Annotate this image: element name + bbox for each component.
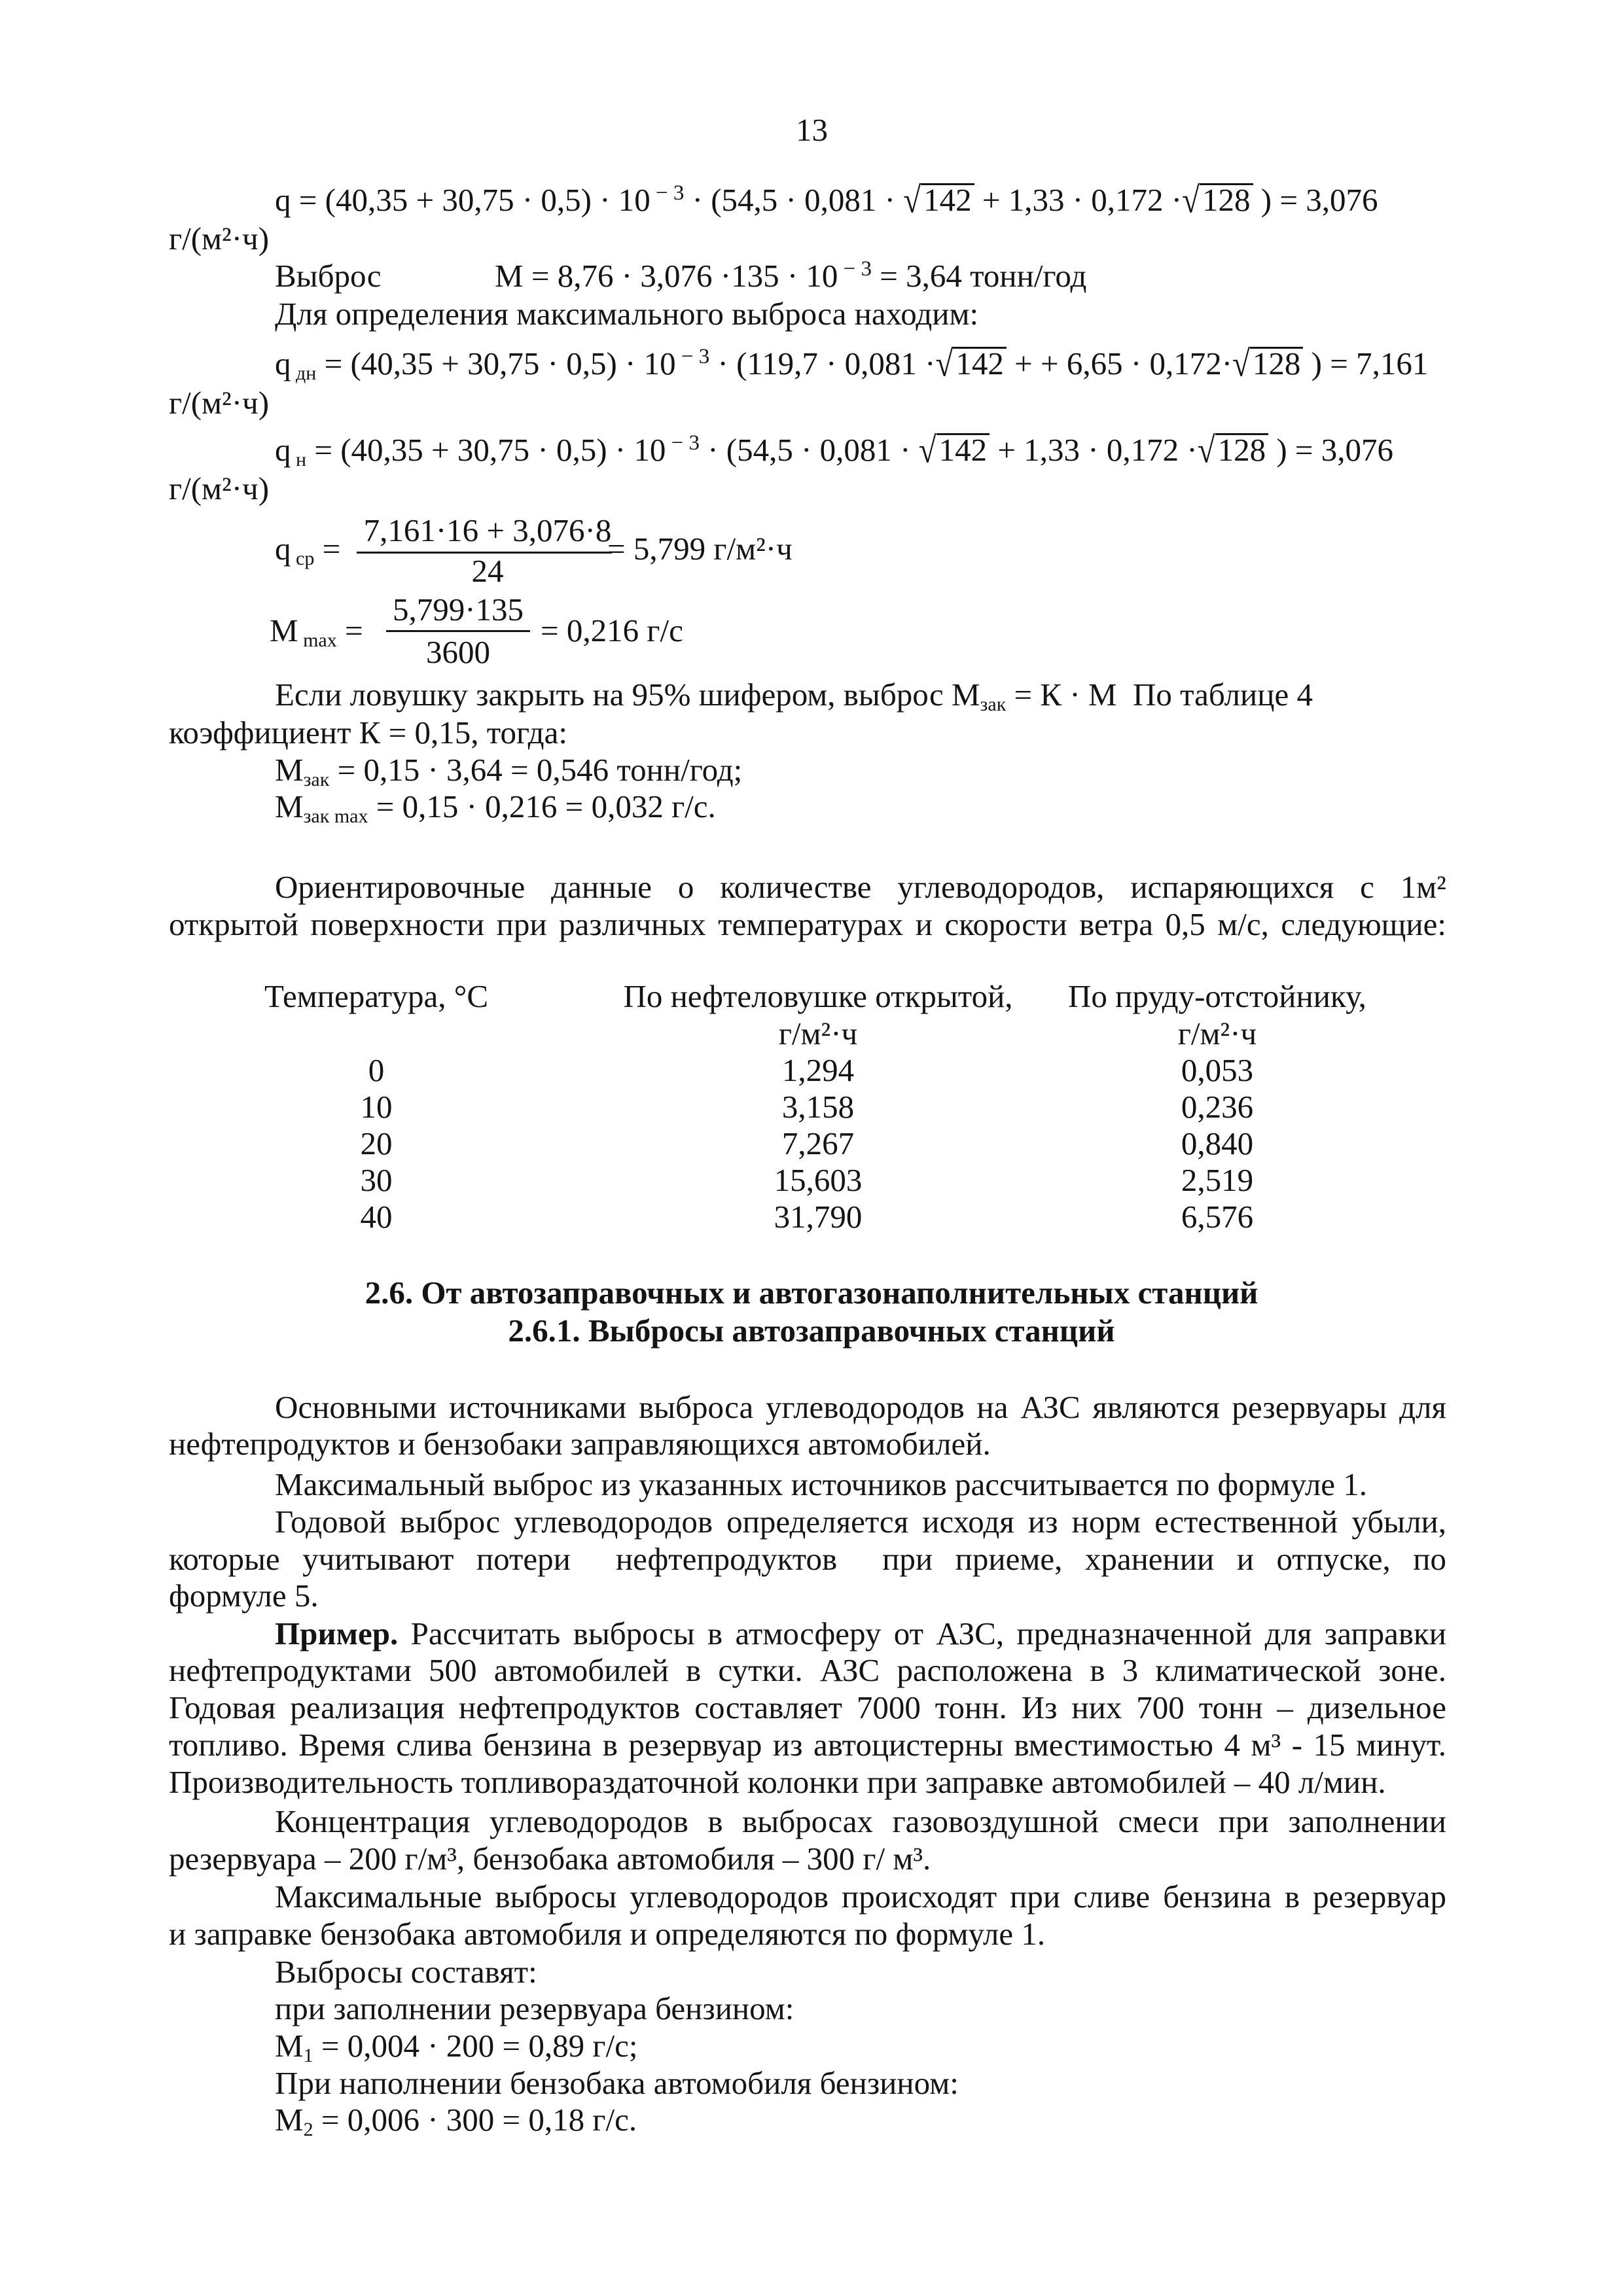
unit-line: г/(м²·ч)	[169, 470, 270, 506]
closed-p2: = К · М По таблице 4	[1006, 677, 1313, 713]
qdn-q: q	[275, 345, 291, 381]
para-line: формуле 5.	[169, 1578, 319, 1614]
table-cell: 0,053	[1181, 1052, 1254, 1088]
table-cell: 31,790	[774, 1199, 863, 1235]
mmax-result: = 0,216 г/с	[541, 612, 683, 648]
table-cell: 3,158	[781, 1089, 855, 1125]
m1-m: M	[275, 2028, 304, 2064]
example-text: Рассчитать выбросы в атмосферу от АЗС, предназначенной для заправки	[398, 1616, 1446, 1651]
unit-line: г/(м²·ч)	[169, 221, 270, 256]
qn-mid: · (54,5 · 0,081 ·	[699, 432, 919, 468]
table-subheader-trap: г/м²·ч	[778, 1016, 858, 1051]
table-cell: 15,603	[774, 1162, 863, 1198]
formula-q-mid2: + 1,33 · 0,172 ·	[974, 182, 1183, 218]
para-line: Концентрация углеводородов в выбросах газовоздушной смеси при заполнении	[275, 1803, 1446, 1839]
mmax-label	[270, 612, 363, 649]
table-cell: 2,519	[1181, 1162, 1254, 1198]
qn-mid2: + 1,33 · 0,172 ·	[990, 432, 1198, 468]
qcp-numerator: 7,161·16 + 3,076·8	[363, 512, 612, 548]
mmax-eq: =	[336, 612, 363, 648]
sqrt-142-value: 142	[921, 183, 974, 215]
table-header-trap: По нефтеловушке открытой,	[623, 978, 1013, 1014]
table-header-pond: По пруду-отстойнику,	[1068, 978, 1366, 1014]
table-cell: 7,267	[781, 1125, 855, 1161]
table-cell: 40	[360, 1199, 393, 1235]
max-intro: Для определения максимального выброса находим:	[275, 296, 979, 332]
para-line: Годовая реализация нефтепродуктов составляет 7000 тонн. Из них 700 тонн – дизельное	[169, 1689, 1446, 1725]
para-line: резервуара – 200 г/м³, бензобака автомобиля – 300 г/ м³.	[169, 1841, 931, 1877]
mzak-m: M	[275, 752, 304, 788]
table-cell: 0,236	[1181, 1089, 1254, 1125]
closed-sub: зак	[980, 694, 1007, 715]
qdn-mid2: + + 6,65 · 0,172·	[1006, 345, 1233, 381]
qn-sub: н	[291, 449, 307, 470]
para-line: Выбросы составят:	[275, 1954, 537, 1990]
m2-sub: 2	[303, 2119, 313, 2140]
mzakmax-line	[275, 788, 716, 825]
para-line: которые учитывают потери нефтепродуктов при приеме, хранении и отпуске, по	[169, 1541, 1446, 1577]
sqrt-128-value: 128	[1215, 433, 1269, 465]
para-line: Основными источниками выброса углеводородов на АЗС являются резервуары для	[275, 1389, 1446, 1425]
para-line: Годовой выброс углеводородов определяется исходя из норм естественной убыли,	[275, 1504, 1446, 1540]
formula-qdn	[275, 342, 1429, 385]
sqrt-icon: √	[1197, 429, 1215, 471]
example-label: Пример.	[275, 1616, 399, 1651]
formula-q-lead: q = (40,35 + 30,75 · 0,5) · 10	[275, 182, 651, 218]
emission-formula	[495, 257, 1086, 294]
formula-qn	[275, 429, 1394, 471]
sqrt-128	[1232, 342, 1303, 385]
table-subheader-pond: г/м²·ч	[1177, 1016, 1257, 1051]
qn-q: q	[275, 432, 291, 468]
table-cell: 30	[360, 1162, 393, 1198]
formula-q-exp: − 3	[650, 181, 685, 205]
mzakmax-m: M	[275, 788, 304, 824]
mmax-denominator: 3600	[426, 634, 490, 670]
emission-formula-text: M = 8,76 · 3,076 ·135 · 10	[495, 258, 838, 294]
closed-line2: коэффициент К = 0,15, тогда:	[169, 715, 567, 751]
m2-line	[275, 2101, 637, 2138]
sqrt-128	[1182, 181, 1253, 219]
sqrt-128-value: 128	[1200, 183, 1253, 215]
table-cell: 10	[360, 1089, 393, 1125]
mmax-numerator: 5,799·135	[392, 592, 524, 627]
mmax-m: M	[270, 612, 298, 648]
qcp-sub: ср	[291, 548, 315, 569]
qn-tail: ) = 3,076	[1268, 432, 1394, 468]
qcp-q: q	[275, 531, 291, 567]
sqrt-128-value: 128	[1250, 347, 1304, 379]
m1-sub: 1	[303, 2045, 313, 2066]
sqrt-icon: √	[1182, 179, 1200, 221]
table-cell: 0,840	[1181, 1125, 1254, 1161]
section-heading: 2.6. От автозаправочных и автогазонаполнительных станций	[365, 1275, 1258, 1311]
sqrt-142-value: 142	[936, 433, 990, 465]
formula-q-mid: · (54,5 · 0,081 ·	[684, 182, 904, 218]
para-line: при заполнении резервуара бензином:	[275, 1990, 794, 2026]
table-cell: 1,294	[781, 1052, 855, 1088]
closed-p1: Если ловушку закрыть на 95% шифером, выброс M	[275, 677, 980, 713]
m1-line	[275, 2027, 638, 2064]
intro-line2: открытой поверхности при различных температурах и скорости ветра 0,5 м/с, следующие:	[169, 906, 1446, 942]
mzak-sub: зак	[303, 769, 330, 790]
qn-lead: = (40,35 + 30,75 · 0,5) · 10	[306, 432, 666, 468]
sqrt-icon: √	[935, 342, 954, 385]
sqrt-icon: √	[1232, 342, 1250, 385]
intro-line1: Ориентировочные данные о количестве углеводородов, испаряющихся с 1м²	[275, 869, 1446, 905]
para-line: При наполнении бензобака автомобиля бензином:	[275, 2065, 959, 2101]
sqrt-128	[1197, 429, 1268, 471]
qcp-denominator: 24	[471, 553, 504, 589]
table-cell: 6,576	[1181, 1199, 1254, 1235]
table-header-temperature: Температура, °С	[264, 978, 489, 1014]
mmax-fraction-bar	[386, 630, 530, 632]
mzakmax-tail: = 0,15 · 0,216 = 0,032 г/с.	[368, 788, 716, 824]
m2-m: M	[275, 2102, 304, 2138]
sqrt-142-value: 142	[953, 347, 1007, 379]
unit-line: г/(м²·ч)	[169, 385, 270, 421]
closed-line1	[275, 676, 1446, 713]
emission-label: Выброс	[275, 258, 382, 294]
formula-q	[275, 181, 1378, 219]
qdn-tail: ) = 7,161	[1303, 345, 1429, 381]
qdn-sub: дн	[291, 362, 317, 384]
para-line: топливо. Время слива бензина в резервуар из автоцистерны вместимостью 4 м³ - 15 минут.	[169, 1727, 1446, 1763]
table-cell: 0	[368, 1052, 385, 1088]
emission-tail: = 3,64 тонн/год	[872, 258, 1087, 294]
qcp-eq: =	[314, 531, 341, 567]
sqrt-icon: √	[918, 429, 936, 471]
qdn-lead: = (40,35 + 30,75 · 0,5) · 10	[316, 345, 676, 381]
para-line: и заправке бензобака автомобиля и определяются по формуле 1.	[169, 1916, 1046, 1952]
m1-tail: = 0,004 · 200 = 0,89 г/с;	[313, 2028, 638, 2064]
mzak-line	[275, 751, 742, 788]
page-number: 13	[796, 112, 828, 148]
qcp-label	[275, 530, 340, 567]
mzakmax-sub: зак max	[303, 805, 368, 827]
m2-tail: = 0,006 · 300 = 0,18 г/с.	[313, 2102, 637, 2138]
qn-exp: − 3	[666, 431, 700, 455]
qdn-mid: · (119,7 · 0,081 ·	[709, 345, 936, 381]
subsection-heading: 2.6.1. Выбросы автозаправочных станций	[508, 1313, 1115, 1349]
sqrt-142	[935, 342, 1006, 385]
mmax-sub: max	[298, 629, 337, 651]
sqrt-icon: √	[903, 179, 921, 221]
para-line: Максимальные выбросы углеводородов происходят при сливе бензина в резервуар	[275, 1879, 1446, 1915]
qdn-exp: − 3	[675, 345, 710, 368]
mzak-tail: = 0,15 · 3,64 = 0,546 тонн/год;	[329, 752, 743, 788]
para-line: Максимальный выброс из указанных источников рассчитывается по формуле 1.	[275, 1466, 1368, 1502]
table-cell: 20	[360, 1125, 393, 1161]
example-line1	[275, 1615, 1446, 1652]
sqrt-142	[903, 181, 974, 219]
para-line: нефтепродуктами 500 автомобилей в сутки. АЗС расположена в 3 климатической зоне.	[169, 1652, 1446, 1688]
sqrt-142	[918, 429, 990, 471]
formula-q-tail: ) = 3,076	[1253, 182, 1378, 218]
qcp-result: = 5,799 г/м²·ч	[607, 531, 793, 567]
emission-exp: − 3	[838, 257, 872, 281]
para-line: нефтепродуктов и бензобаки заправляющихся автомобилей.	[169, 1426, 991, 1462]
para-line: Производительность топливораздаточной колонки при заправке автомобилей – 40 л/мин.	[169, 1764, 1386, 1800]
